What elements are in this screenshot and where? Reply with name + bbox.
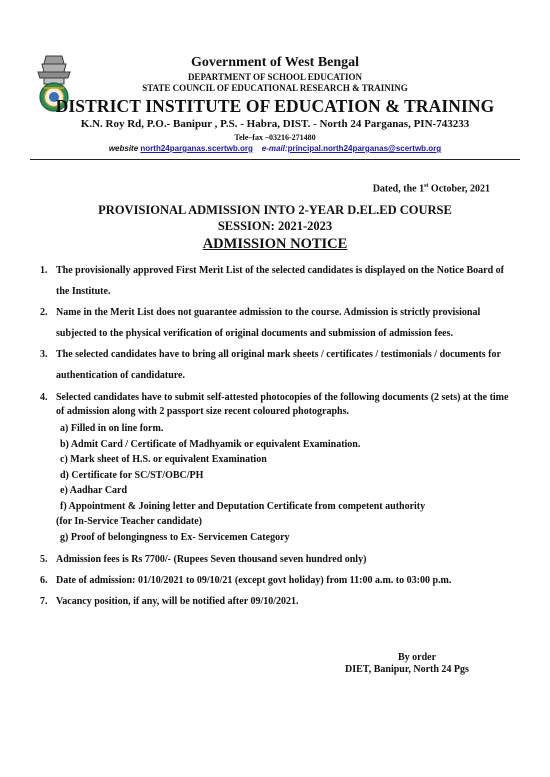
notice-items xyxy=(40,260,510,612)
session-heading: SESSION: 2021-2023 xyxy=(217,219,333,233)
document-list xyxy=(56,421,510,545)
list-item: 2. Name in the Merit List does not guarantee admission to the course. Admission is strictly provisional subjected to the physical verification of original documents and submission of admission fees. xyxy=(40,307,481,339)
notice-heading: PROVISIONAL ADMISSION INTO 2-YEAR D.EL.ED COURSE xyxy=(98,203,452,217)
list-item: 7. Vacancy position, if any, will be notified after 09/10/2021. xyxy=(40,596,299,607)
institute-name: DISTRICT INSTITUTE OF EDUCATION & TRAINING xyxy=(55,96,495,116)
list-item: 3. The selected candidates have to bring all original mark sheets / certificates / testimonials / documents for authentication of candidature. xyxy=(40,349,501,381)
list-item: 5. Admission fees is Rs 7700/- (Rupees Seven thousand seven hundred only) xyxy=(40,554,367,565)
list-item: e) Aadhar Card xyxy=(60,485,128,496)
list-item: 6. Date of admission: 01/10/2021 to 09/10/21 (except govt holiday) from 11:00 a.m. to 03:00 p.m. xyxy=(40,575,452,586)
list-item: c) Mark sheet of H.S. or equivalent Examination xyxy=(60,454,267,465)
council-name: STATE COUNCIL OF EDUCATIONAL RESEARCH & TRAINING xyxy=(142,83,408,93)
department-name: DEPARTMENT OF SCHOOL EDUCATION xyxy=(187,72,363,82)
email-link[interactable]: principal.north24parganas@scertwb.org xyxy=(287,144,442,153)
list-item: g) Proof of belongingness to Ex- Servicemen Category xyxy=(60,531,290,543)
list-item: f) Appointment & Joining letter and Deputation Certificate from competent authority xyxy=(60,500,426,512)
email-label: e-mail: xyxy=(261,144,288,153)
list-item: b) Admit Card / Certificate of Madhyamik or equivalent Examination. xyxy=(60,438,361,450)
list-item: 1. The provisionally approved First Merit List of the selected candidates is displayed on the Notice Board of the Institute. xyxy=(40,265,504,297)
list-item: d) Certificate for SC/ST/OBC/PH xyxy=(60,469,204,481)
notice-date: Dated, the 1st October, 2021 xyxy=(372,183,490,195)
list-item: (for In-Service Teacher candidate) xyxy=(56,516,203,527)
header-divider xyxy=(30,159,520,160)
website-label: website xyxy=(108,144,139,153)
list-item: 4. Selected candidates have to submit self-attested photocopies of the following documents (2 sets) at the time of admission along with 2 passport size recent coloured photographs. a) Filled in on line form. b) Admit Card / Certificate of Madhyamik or equivalent Examination. c) Mark sheet of H.S. or equivalent Examination d) Certificate for SC/ST/OBC/PH e) Aadhar Card f) Appointment & Joining letter and Deputation Certificate from competent authority (for In-Service Teacher candidate) g) Proof of belongingness to Ex- Servicemen Category xyxy=(40,391,510,545)
website-link[interactable]: north24parganas.scertwb.org xyxy=(140,144,253,153)
admission-notice-title: ADMISSION NOTICE xyxy=(202,236,348,252)
list-item: a) Filled in on line form. xyxy=(60,423,164,434)
telefax: Tele–fax –03216-271480 xyxy=(234,133,316,142)
government-title: Government of West Bengal xyxy=(190,55,360,70)
signatory: DIET, Banipur, North 24 Pgs xyxy=(345,664,469,675)
by-order: By order xyxy=(398,652,437,663)
institute-address: K.N. Roy Rd, P.O.- Banipur , P.S. - Habra, DIST. - North 24 Parganas, PIN-743233 xyxy=(80,118,470,130)
contact-line xyxy=(0,144,550,153)
